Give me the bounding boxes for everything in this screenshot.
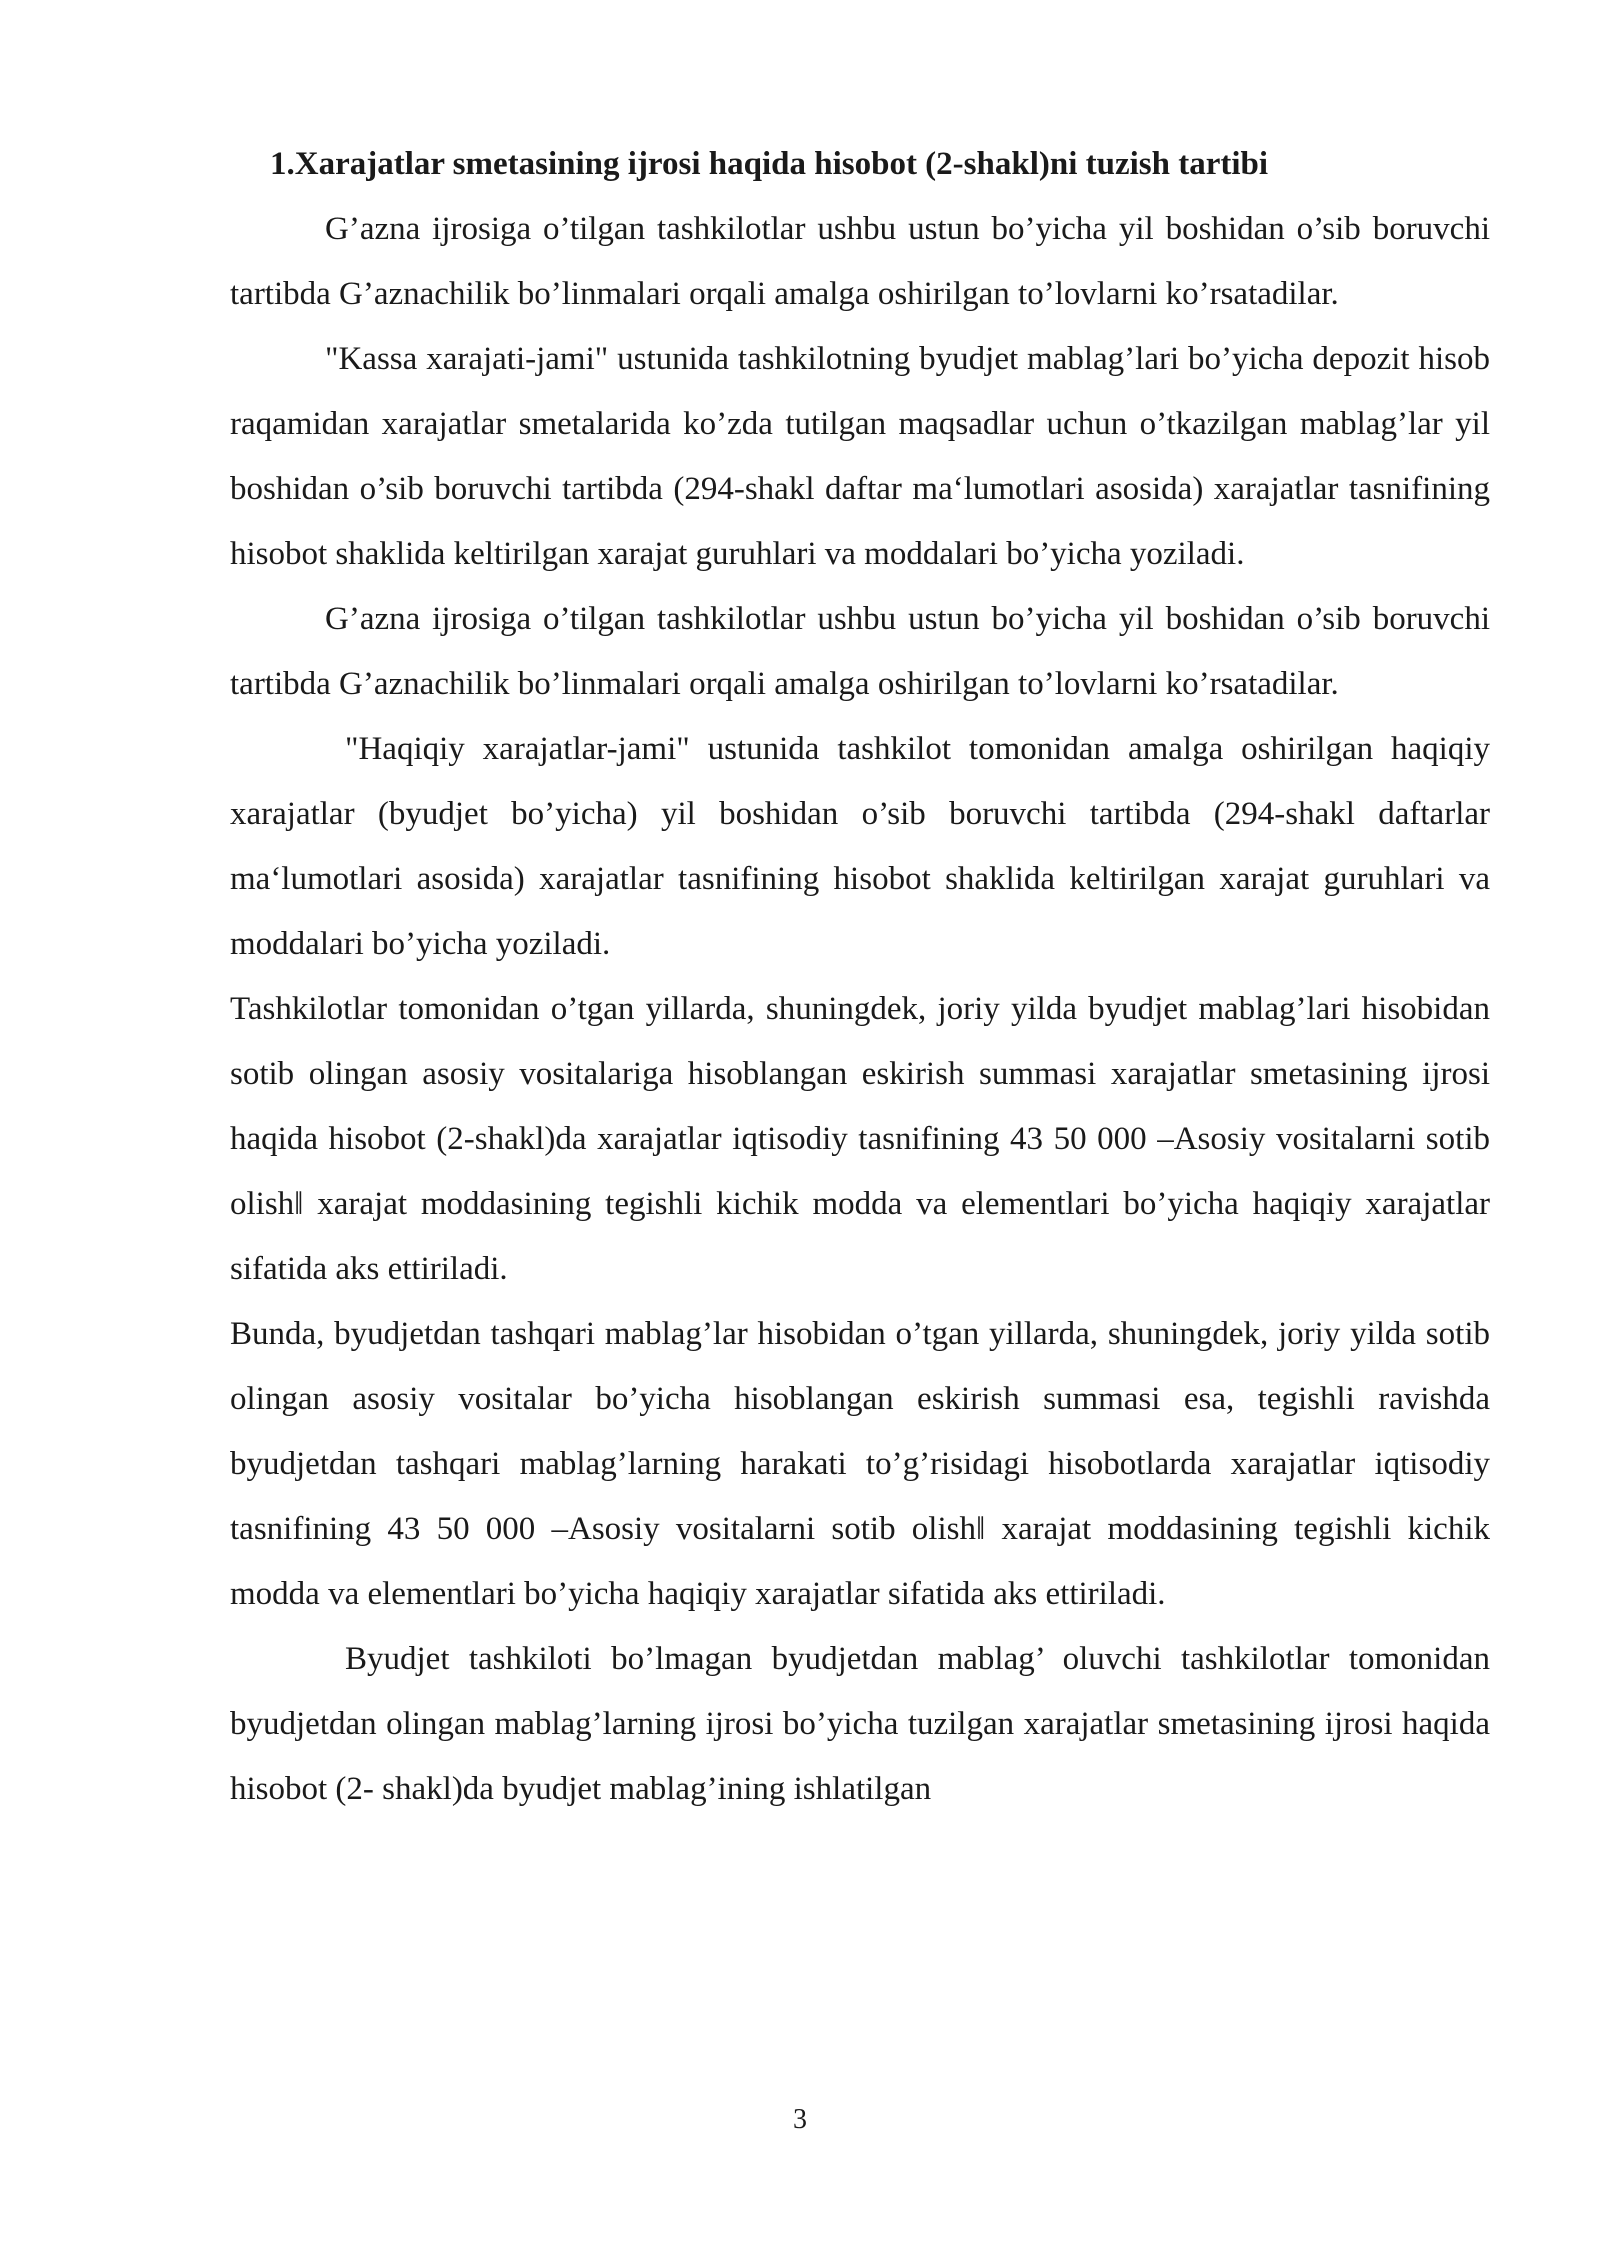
paragraph-1: G’azna ijrosiga o’tilgan tashkilotlar ushbu ustun bo’yicha yil boshidan o’sib boruvchi tartibda G’aznachilik bo’linmalari orqali amalga oshirilgan to’lovlarni ko’rsatadilar. xyxy=(230,211,1490,312)
paragraph-4: "Haqiqiy xarajatlar-jami" ustunida tashkilot tomonidan amalga oshirilgan haqiqiy xarajatlar (byudjet bo’yicha) yil boshidan o’sib boruvchi tartibda (294-shakl daftarlar ma‘lumotlari asosida) xarajatlar tasnifining hisobot shaklida keltirilgan xarajat guruhlari va moddalari bo’yicha yoziladi. xyxy=(230,731,1490,962)
paragraph-3: G’azna ijrosiga o’tilgan tashkilotlar ushbu ustun bo’yicha yil boshidan o’sib boruvchi tartibda G’aznachilik bo’linmalari orqali amalga oshirilgan to’lovlarni ko’rsatadilar. xyxy=(230,601,1490,702)
document-body xyxy=(230,132,1490,1822)
paragraph-2: "Kassa xarajati-jami" ustunida tashkilotning byudjet mablag’lari bo’yicha depozit hisob raqamidan xarajatlar smetalarida ko’zda tutilgan maqsadlar uchun o’tkazilgan mablag’lar yil boshidan o’sib boruvchi tartibda (294-shakl daftar ma‘lumotlari asosida) xarajatlar tasnifining hisobot shaklida keltirilgan xarajat guruhlari va moddalari bo’yicha yoziladi. xyxy=(230,341,1490,572)
section-heading: 1.Xarajatlar smetasining ijrosi haqida hisobot (2-shakl)ni tuzish tartibi xyxy=(270,146,1269,182)
paragraph-5: Tashkilotlar tomonidan o’tgan yillarda, shuningdek, joriy yilda byudjet mablag’lari hisobidan sotib olingan asosiy vositalariga hisoblangan eskirish summasi xarajatlar smetasining ijrosi haqida hisobot (2-shakl)da xarajatlar iqtisodiy tasnifining 43 50 000 –Asosiy vositalarni sotib olish‖ xarajat moddasining tegishli kichik modda va elementlari bo’yicha haqiqiy xarajatlar sifatida aks ettiriladi. xyxy=(230,991,1490,1287)
paragraph-6: Bunda, byudjetdan tashqari mablag’lar hisobidan o’tgan yillarda, shuningdek, joriy yilda sotib olingan asosiy vositalar bo’yicha hisoblangan eskirish summasi esa, tegishli ravishda byudjetdan tashqari mablag’larning harakati to’g’risidagi hisobotlarda xarajatlar iqtisodiy tasnifining 43 50 000 –Asosiy vositalarni sotib olish‖ xarajat moddasining tegishli kichik modda va elementlari bo’yicha haqiqiy xarajatlar sifatida aks ettiriladi. xyxy=(230,1316,1490,1612)
paragraph-7: Byudjet tashkiloti bo’lmagan byudjetdan mablag’ oluvchi tashkilotlar tomonidan byudjetdan olingan mablag’larning ijrosi bo’yicha tuzilgan xarajatlar smetasining ijrosi haqida hisobot (2- shakl)da byudjet mablag’ining ishlatilgan xyxy=(230,1641,1490,1807)
page-number: 3 xyxy=(793,2104,807,2135)
